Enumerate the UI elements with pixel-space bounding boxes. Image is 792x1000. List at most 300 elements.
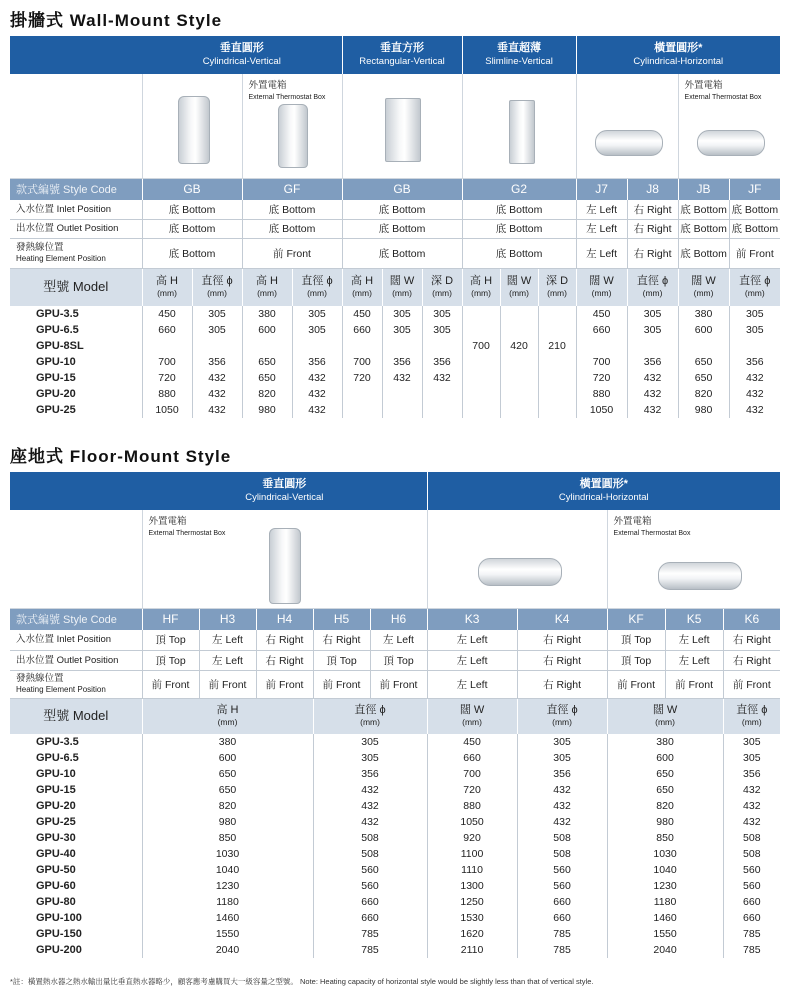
dimension-value: 980 — [678, 402, 729, 418]
dimension-value: 650 — [678, 370, 729, 386]
inlet-value: 頂 Top — [142, 630, 199, 650]
photo-gb-vertical — [142, 74, 242, 178]
dimension-value: 432 — [192, 386, 242, 402]
style-code: GB — [142, 178, 242, 200]
inlet-value: 左 Left — [199, 630, 256, 650]
outlet-value: 左 Left — [576, 219, 627, 238]
unit-label: (mm) — [462, 717, 482, 728]
dimension-value: 450 — [427, 734, 517, 750]
table-row — [10, 846, 780, 862]
model-label: 型號 Model — [10, 698, 142, 734]
heating-value: 前 Front — [142, 670, 199, 698]
table-row — [10, 926, 780, 942]
dimension-value — [342, 386, 382, 402]
dimension-value: 660 — [342, 322, 382, 338]
unit-label: (mm) — [352, 288, 372, 299]
heating-value: 右 Right — [627, 238, 678, 268]
dimension-head — [142, 698, 313, 734]
heating-value: 底 Bottom — [678, 238, 729, 268]
floor-heating-row — [10, 670, 780, 698]
unit-label: (mm) — [509, 288, 529, 299]
dimension-value: 432 — [313, 798, 427, 814]
heating-label: 發熱線位置 Heating Element Position — [10, 670, 142, 698]
dimension-value: 305 — [422, 306, 462, 322]
dimension-value: 600 — [242, 322, 292, 338]
dimension-value: 380 — [142, 734, 313, 750]
dimension-value: 650 — [142, 766, 313, 782]
unit-label: (mm) — [471, 288, 491, 299]
heating-value: 前 Front — [607, 670, 665, 698]
dimension-value: 432 — [192, 370, 242, 386]
table-row — [10, 766, 780, 782]
group-cylindrical-horizontal: 橫置圓形* Cylindrical-Horizontal — [576, 36, 780, 74]
dimension-value: 820 — [607, 798, 723, 814]
unit-label: (mm) — [693, 288, 714, 299]
style-code: JB — [678, 178, 729, 200]
dimension-value: 305 — [292, 322, 342, 338]
dimension-value — [500, 386, 538, 402]
dimension-value: 660 — [723, 894, 780, 910]
dimension-value: 432 — [517, 798, 607, 814]
table-row — [10, 910, 780, 926]
unit-label: (mm) — [432, 288, 452, 299]
dimension-label: 闊 W — [589, 275, 614, 288]
style-code: K5 — [665, 608, 723, 630]
dimension-value: 720 — [576, 370, 627, 386]
floor-inlet-row — [10, 630, 780, 650]
model-name: GPU-80 — [36, 896, 76, 908]
dimension-value: 700 — [142, 354, 192, 370]
dimension-head — [678, 268, 729, 306]
dimension-value: 432 — [313, 782, 427, 798]
tank-image — [509, 100, 535, 164]
dimension-head — [576, 268, 627, 306]
style-code: H4 — [256, 608, 313, 630]
dimension-head — [422, 268, 462, 306]
dimension-label: 直徑 ϕ — [354, 704, 386, 717]
dimension-value — [382, 402, 422, 418]
dimension-value: 1300 — [427, 878, 517, 894]
dimension-value: 700 — [342, 354, 382, 370]
dimension-value: 356 — [292, 354, 342, 370]
dimension-value: 650 — [142, 782, 313, 798]
heating-label: 發熱線位置 Heating Element Position — [10, 238, 142, 268]
dimension-value: 356 — [422, 354, 462, 370]
heating-value: 前 Front — [242, 238, 342, 268]
dimension-value — [500, 354, 538, 370]
style-code: K6 — [723, 608, 780, 630]
dimension-value: 1040 — [142, 862, 313, 878]
wall-section-title: 掛牆式 Wall-Mount Style — [10, 11, 223, 30]
table-row — [10, 338, 780, 354]
tank-image — [658, 562, 742, 590]
outlet-value: 頂 Top — [313, 650, 370, 670]
dimension-label: 深 D — [546, 275, 569, 288]
dimension-value: 660 — [517, 894, 607, 910]
dimension-value: 450 — [342, 306, 382, 322]
photo-gf-vertical — [242, 74, 342, 178]
outlet-value: 左 Left — [427, 650, 517, 670]
model-name: GPU-150 — [36, 928, 82, 940]
dimension-head — [729, 268, 780, 306]
dimension-value: 560 — [517, 862, 607, 878]
dimension-value: 700 — [462, 338, 500, 354]
photo-floor-vertical — [142, 510, 427, 608]
model-name: GPU-50 — [36, 864, 76, 876]
unit-label: (mm) — [642, 288, 663, 299]
wall-inlet-row — [10, 200, 780, 219]
dimension-label: 直徑 ϕ — [301, 275, 333, 288]
dimension-head — [313, 698, 427, 734]
dimension-head — [242, 268, 292, 306]
heating-value: 左 Left — [427, 670, 517, 698]
dimension-value: 1550 — [607, 926, 723, 942]
table-row — [10, 830, 780, 846]
dimension-value: 1460 — [142, 910, 313, 926]
inlet-value: 底 Bottom — [678, 200, 729, 219]
heating-value: 左 Left — [576, 238, 627, 268]
model-label: 型號 Model — [10, 268, 142, 306]
dimension-value — [462, 306, 500, 322]
dimension-value: 305 — [627, 306, 678, 322]
dimension-value: 432 — [723, 782, 780, 798]
unit-label: (mm) — [744, 288, 765, 299]
style-code: K3 — [427, 608, 517, 630]
dimension-head — [142, 268, 192, 306]
dimension-label: 高 H — [156, 275, 178, 288]
heating-value: 前 Front — [723, 670, 780, 698]
dimension-value: 1030 — [142, 846, 313, 862]
floor-section-title: 座地式 Floor-Mount Style — [10, 447, 232, 466]
inlet-value: 左 Left — [427, 630, 517, 650]
style-code: K4 — [517, 608, 607, 630]
dimension-label: 闊 W — [652, 704, 678, 717]
dimension-value: 210 — [538, 338, 576, 354]
dimension-value: 560 — [517, 878, 607, 894]
inlet-value: 底 Bottom — [462, 200, 576, 219]
outlet-label: 出水位置 Outlet Position — [10, 650, 142, 670]
inlet-value: 右 Right — [517, 630, 607, 650]
unit-label: (mm) — [552, 717, 572, 728]
outlet-value: 右 Right — [723, 650, 780, 670]
heating-value: 底 Bottom — [342, 238, 462, 268]
dimension-value: 660 — [517, 910, 607, 926]
dimension-value — [462, 354, 500, 370]
dimension-value — [576, 338, 627, 354]
dimension-value — [342, 338, 382, 354]
dimension-value: 720 — [342, 370, 382, 386]
dimension-value: 356 — [729, 354, 780, 370]
dimension-value: 305 — [422, 322, 462, 338]
dimension-head — [462, 268, 500, 306]
table-row — [10, 386, 780, 402]
dimension-value: 1100 — [427, 846, 517, 862]
dimension-value: 700 — [576, 354, 627, 370]
dimension-value — [500, 402, 538, 418]
dimension-value: 432 — [292, 402, 342, 418]
floor-group-band — [10, 472, 780, 510]
dimension-value: 305 — [313, 750, 427, 766]
outlet-value: 底 Bottom — [678, 219, 729, 238]
model-name: GPU-25 — [36, 404, 76, 416]
model-name: GPU-15 — [36, 784, 76, 796]
model-name: GPU-10 — [36, 768, 76, 780]
dimension-head — [292, 268, 342, 306]
unit-label: (mm) — [360, 717, 380, 728]
dimension-value: 660 — [313, 910, 427, 926]
dimension-value — [292, 338, 342, 354]
dimension-value: 720 — [427, 782, 517, 798]
dimension-value — [500, 322, 538, 338]
inlet-value: 底 Bottom — [242, 200, 342, 219]
inlet-value: 左 Left — [576, 200, 627, 219]
table-row — [10, 306, 780, 322]
dimension-value — [678, 338, 729, 354]
dimension-value: 1620 — [427, 926, 517, 942]
heating-value: 前 Front — [665, 670, 723, 698]
dimension-value: 508 — [723, 846, 780, 862]
dimension-value: 820 — [242, 386, 292, 402]
dimension-value: 2040 — [607, 942, 723, 958]
dimension-value: 305 — [192, 306, 242, 322]
heating-value: 前 Front — [370, 670, 427, 698]
inlet-value: 左 Left — [370, 630, 427, 650]
external-thermostat-note: 外置電箱 External Thermostat Box — [684, 80, 762, 101]
wall-style-code-row — [10, 178, 780, 200]
style-code: JF — [729, 178, 780, 200]
model-name: GPU-15 — [36, 372, 76, 384]
dimension-value: 820 — [678, 386, 729, 402]
dimension-value: 432 — [729, 402, 780, 418]
dimension-value: 700 — [427, 766, 517, 782]
heating-value: 右 Right — [517, 670, 607, 698]
dimension-value: 305 — [517, 734, 607, 750]
dimension-label: 高 H — [470, 275, 493, 288]
model-name: GPU-200 — [36, 944, 82, 956]
outlet-value: 底 Bottom — [142, 219, 242, 238]
table-row — [10, 354, 780, 370]
dimension-value: 785 — [517, 942, 607, 958]
wall-outlet-row — [10, 219, 780, 238]
outlet-value: 底 Bottom — [729, 219, 780, 238]
dimension-value — [538, 402, 576, 418]
dimension-value: 1050 — [576, 402, 627, 418]
table-row — [10, 370, 780, 386]
dimension-value: 850 — [607, 830, 723, 846]
floor-mount-table — [10, 472, 780, 958]
table-row — [10, 402, 780, 418]
model-name: GPU-10 — [36, 356, 76, 368]
heating-value: 前 Front — [313, 670, 370, 698]
dimension-value: 785 — [517, 926, 607, 942]
dimension-value: 432 — [723, 814, 780, 830]
dimension-value: 508 — [723, 830, 780, 846]
table-row — [10, 750, 780, 766]
dimension-value: 305 — [382, 306, 422, 322]
group-cylindrical-vertical: 垂直圓形 Cylindrical-Vertical — [142, 472, 427, 510]
dimension-value: 660 — [427, 750, 517, 766]
unit-label: (mm) — [741, 717, 762, 728]
dimension-value: 650 — [607, 766, 723, 782]
tank-image — [478, 558, 562, 586]
dimension-value: 508 — [313, 846, 427, 862]
style-code: J7 — [576, 178, 627, 200]
dimension-label: 直徑 ϕ — [739, 275, 771, 288]
dimension-value: 432 — [729, 386, 780, 402]
inlet-value: 底 Bottom — [342, 200, 462, 219]
dimension-value: 305 — [723, 734, 780, 750]
inlet-value: 右 Right — [723, 630, 780, 650]
floor-photo-row — [10, 510, 780, 608]
dimension-value: 508 — [517, 846, 607, 862]
dimension-value: 1550 — [142, 926, 313, 942]
photo-blank — [10, 510, 142, 608]
dimension-head — [192, 268, 242, 306]
dimension-value — [382, 386, 422, 402]
dimension-value: 920 — [427, 830, 517, 846]
outlet-value: 左 Left — [199, 650, 256, 670]
dimension-value: 720 — [142, 370, 192, 386]
unit-label: (mm) — [655, 717, 675, 728]
photo-floor-horizontal-kf — [607, 510, 780, 608]
dimension-value: 508 — [517, 830, 607, 846]
outlet-value: 右 Right — [517, 650, 607, 670]
wall-group-band — [10, 36, 780, 74]
dimension-value: 380 — [678, 306, 729, 322]
inlet-value: 底 Bottom — [729, 200, 780, 219]
tank-image — [385, 98, 421, 162]
photo-horizontal-jb — [678, 74, 780, 178]
dimension-value: 560 — [313, 862, 427, 878]
dimension-value: 305 — [729, 306, 780, 322]
table-row — [10, 942, 780, 958]
dimension-label: 直徑 ϕ — [546, 704, 578, 717]
inlet-value: 右 Right — [313, 630, 370, 650]
style-code: H3 — [199, 608, 256, 630]
table-row — [10, 798, 780, 814]
unit-label: (mm) — [547, 288, 567, 299]
dimension-label: 深 D — [431, 275, 454, 288]
dimension-value: 880 — [427, 798, 517, 814]
dimension-value: 508 — [313, 830, 427, 846]
dimension-value — [500, 306, 538, 322]
style-code-label: 款式編號 Style Code — [10, 178, 142, 200]
dimension-value: 660 — [723, 910, 780, 926]
dimension-value: 660 — [576, 322, 627, 338]
dimension-value: 305 — [729, 322, 780, 338]
style-code: GB — [342, 178, 462, 200]
wall-dimension-header — [10, 268, 780, 306]
dimension-value: 432 — [292, 386, 342, 402]
dimension-value: 450 — [576, 306, 627, 322]
dimension-value: 560 — [723, 878, 780, 894]
table-row — [10, 894, 780, 910]
dimension-value: 560 — [313, 878, 427, 894]
dimension-label: 直徑 ϕ — [736, 704, 768, 717]
dimension-value: 305 — [723, 750, 780, 766]
style-code-label: 款式編號 Style Code — [10, 608, 142, 630]
dimension-value: 1230 — [607, 878, 723, 894]
photo-rectangular — [342, 74, 462, 178]
style-code: KF — [607, 608, 665, 630]
band-blank — [10, 36, 142, 74]
dimension-head — [627, 268, 678, 306]
outlet-value: 底 Bottom — [242, 219, 342, 238]
outlet-value: 頂 Top — [370, 650, 427, 670]
photo-floor-horizontal-k — [427, 510, 607, 608]
dimension-head — [500, 268, 538, 306]
dimension-value: 356 — [627, 354, 678, 370]
floor-dimension-header — [10, 698, 780, 734]
dimension-label: 高 H — [216, 704, 239, 717]
model-name: GPU-25 — [36, 816, 76, 828]
dimension-head — [517, 698, 607, 734]
dimension-value — [462, 386, 500, 402]
model-name: GPU-6.5 — [36, 324, 79, 336]
dimension-value: 1050 — [427, 814, 517, 830]
model-name: GPU-6.5 — [36, 752, 79, 764]
table-row — [10, 782, 780, 798]
dimension-value: 450 — [142, 306, 192, 322]
dimension-value: 785 — [723, 942, 780, 958]
tank-image — [278, 104, 308, 168]
model-name: GPU-60 — [36, 880, 76, 892]
dimension-value — [382, 338, 422, 354]
dimension-head — [427, 698, 517, 734]
floor-style-code-row — [10, 608, 780, 630]
dimension-value — [192, 338, 242, 354]
dimension-label: 高 H — [351, 275, 374, 288]
dimension-value: 305 — [382, 322, 422, 338]
dimension-value: 305 — [313, 734, 427, 750]
dimension-value — [538, 354, 576, 370]
inlet-value: 頂 Top — [607, 630, 665, 650]
group-cylindrical-horizontal: 橫置圓形* Cylindrical-Horizontal — [427, 472, 780, 510]
dimension-value: 432 — [192, 402, 242, 418]
dimension-value: 305 — [517, 750, 607, 766]
group-cylindrical-vertical: 垂直圓形 Cylindrical-Vertical — [142, 36, 342, 74]
style-code: H6 — [370, 608, 427, 630]
dimension-value: 650 — [242, 370, 292, 386]
dimension-head — [538, 268, 576, 306]
model-name: GPU-20 — [36, 388, 76, 400]
inlet-label: 入水位置 Inlet Position — [10, 200, 142, 219]
outlet-label: 出水位置 Outlet Position — [10, 219, 142, 238]
dimension-value: 1180 — [142, 894, 313, 910]
dimension-label: 直徑 ϕ — [636, 275, 669, 288]
dimension-value: 785 — [313, 926, 427, 942]
dimension-value: 432 — [422, 370, 462, 386]
photo-blank — [10, 74, 142, 178]
wall-mount-table — [10, 36, 780, 418]
dimension-value: 1180 — [607, 894, 723, 910]
inlet-value: 右 Right — [627, 200, 678, 219]
dimension-value: 1050 — [142, 402, 192, 418]
dimension-value — [462, 402, 500, 418]
dimension-value — [462, 322, 500, 338]
model-name: GPU-100 — [36, 912, 82, 924]
dimension-value: 305 — [192, 322, 242, 338]
table-row — [10, 862, 780, 878]
dimension-label: 闊 W — [459, 704, 485, 717]
model-name: GPU-3.5 — [36, 736, 79, 748]
dimension-value: 1230 — [142, 878, 313, 894]
dimension-value: 980 — [607, 814, 723, 830]
external-thermostat-note: 外置電箱 External Thermostat Box — [613, 516, 691, 537]
table-row — [10, 734, 780, 750]
heating-value: 底 Bottom — [462, 238, 576, 268]
dimension-value: 650 — [242, 354, 292, 370]
